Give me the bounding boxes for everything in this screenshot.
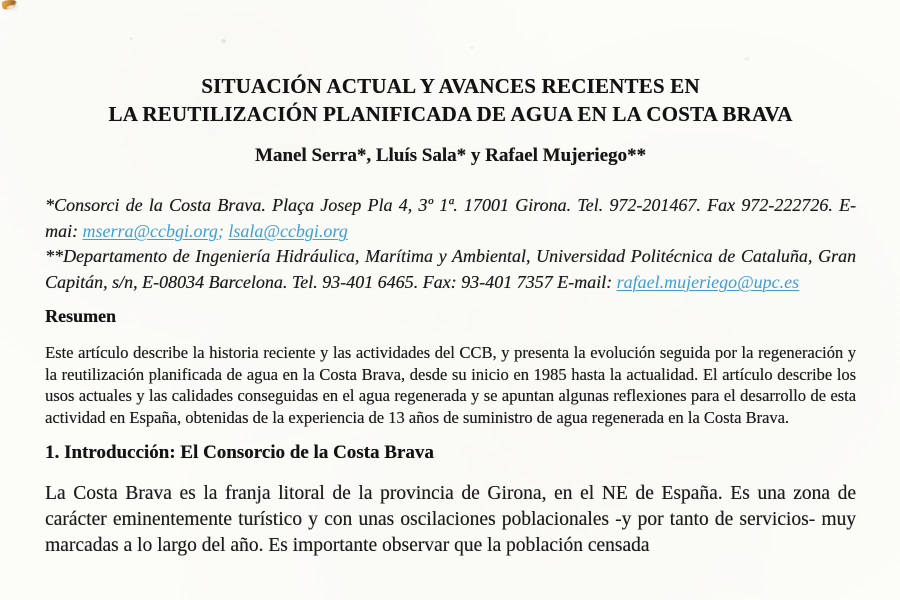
scan-speck: [744, 57, 750, 61]
section-1-heading: 1. Introducción: El Consorcio de la Costa Brava: [45, 442, 434, 464]
abstract-heading: Resumen: [45, 306, 116, 326]
authors-line: Manel Serra*, Lluís Sala* y Rafael Mujeriego**: [254, 145, 647, 166]
affiliation-consorci-text: *Consorci de la Costa Brava. Plaça Josep Pla 4, 3º 1ª. 17001 Girona. Tel. 972-201467. Fax 972-222726. E-mai:: [45, 195, 856, 241]
affiliation-consorci: [45, 193, 856, 244]
abstract-paragraph: Este artículo describe la historia reciente y las actividades del CCB, y presenta la evolución seguida por la regeneración y la reutilización planificada de agua en la Costa Brava, desde su inicio en 1985 hasta la actualidad. El artículo describe los usos actuales y las calidades conseguidas en el agua regenerada y se apuntan algunas reflexiones para el desarrollo de esta actividad en España, obtenidas de la experiencia de 13 años de suministro de agua regenerada en la Costa Brava.: [45, 343, 856, 427]
scan-smudge-artifact: [1, 0, 18, 10]
email-separator: ;: [217, 220, 229, 241]
email-link-mserra[interactable]: mserra@ccbgi.org: [82, 220, 218, 241]
email-link-mujeriego[interactable]: rafael.mujeriego@upc.es: [616, 271, 800, 292]
affiliation-departamento-text: **Departamento de Ingeniería Hidráulica, Marítima y Ambiental, Universidad Politécnica de Cataluña, Gran Capitán, s/n, E-08034 Barcelona. Tel. 93-401 6465. Fax: 93-401 7357 E-mail:: [45, 246, 856, 292]
scan-speck: [470, 46, 474, 49]
scan-speck: [130, 37, 133, 40]
affiliation-departamento: [45, 244, 856, 295]
scan-speck: [221, 39, 226, 43]
section-1-paragraph: La Costa Brava es la franja litoral de la provincia de Girona, en el NE de España. Es una zona de carácter eminentemente turístico y con unas oscilaciones poblacionales -y por tanto de servicios- muy marcadas a lo largo del año. Es importante observar que la población censada: [45, 483, 856, 557]
title-line-2: LA REUTILIZACIÓN PLANIFICADA DE AGUA EN LA COSTA BRAVA: [108, 102, 793, 126]
affiliation-block: [45, 193, 856, 295]
email-link-lsala[interactable]: lsala@ccbgi.org: [228, 220, 348, 241]
title-line-1: SITUACIÓN ACTUAL Y AVANCES RECIENTES EN: [201, 74, 700, 98]
document-title: [45, 0, 856, 128]
